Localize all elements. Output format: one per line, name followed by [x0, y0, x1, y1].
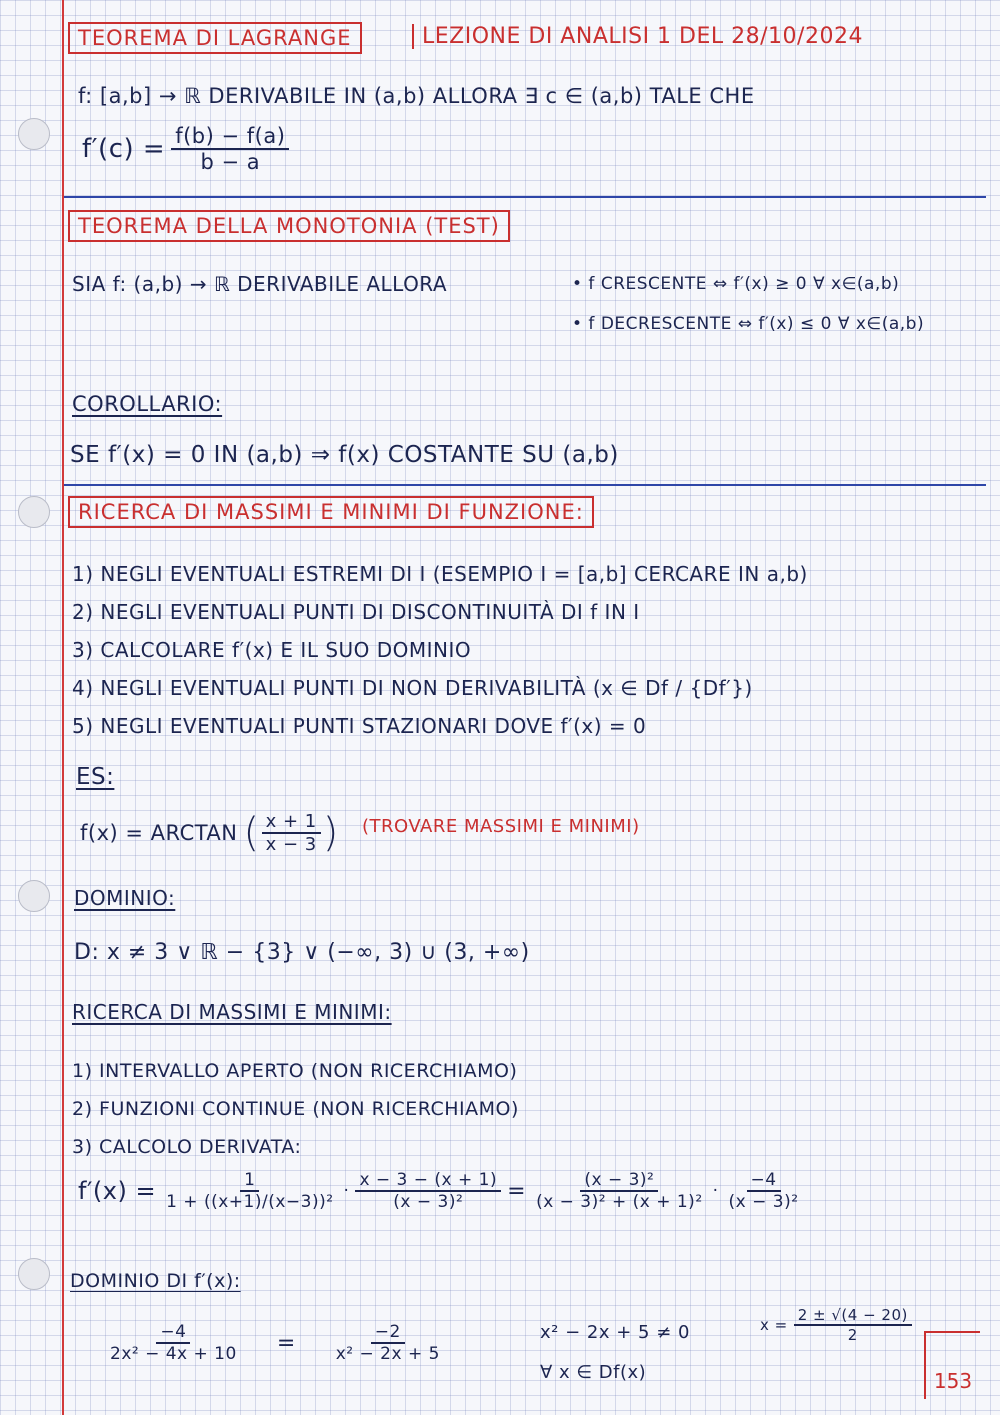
solution-lhs: x = [760, 1316, 788, 1334]
derivative-formula [78, 1170, 809, 1212]
fraction-denominator: 2x² − 4x + 10 [110, 1344, 237, 1364]
corollario-text: SE f′(x) = 0 IN (a,b) ⇒ f(x) COSTANTE SU (a,b) [70, 442, 619, 468]
dominio-fraction-2 [332, 1322, 444, 1364]
esempio-den: x − 3 [265, 834, 317, 855]
dominio-inequality: x² − 2x + 5 ≠ 0 [540, 1322, 690, 1343]
equals-sign: = [507, 1178, 527, 1204]
dominio-text: D: x ≠ 3 ∨ ℝ − {3} ∨ (−∞, 3) ∪ (3, +∞) [74, 940, 530, 965]
fraction-numerator: −2 [371, 1322, 405, 1344]
fraction-numerator: 1 [240, 1170, 259, 1192]
ricerca-es-step: 1) INTERVALLO APERTO (NON RICERCHIAMO) [72, 1060, 518, 1082]
lecture-title: LEZIONE DI ANALISI 1 DEL 28/10/2024 [412, 24, 863, 49]
monotonia-decrescente: • f DECRESCENTE ⇔ f′(x) ≤ 0 ∀ x∈(a,b) [572, 314, 925, 334]
lagrange-numerator: f(b) − f(a) [171, 124, 289, 150]
esempio-label: ES: [76, 764, 115, 790]
lagrange-denominator: b − a [200, 150, 261, 174]
derivative-fraction-1 [162, 1170, 337, 1212]
monotonia-intro: SIA f: (a,b) → ℝ DERIVABILE ALLORA [72, 272, 448, 296]
monotonia-crescente: • f CRESCENTE ⇔ f′(x) ≥ 0 ∀ x∈(a,b) [572, 274, 900, 294]
ricerca-es-title: RICERCA DI MASSIMI E MINIMI: [72, 1000, 392, 1024]
lagrange-statement: f: [a,b] → ℝ DERIVABILE IN (a,b) ALLORA ∃ c ∈ (a,b) TALE CHE [78, 84, 755, 108]
fraction-numerator: 2 ± √(4 − 20) [794, 1306, 912, 1326]
margin-line [62, 0, 64, 1415]
fraction-denominator: 2 [847, 1326, 858, 1344]
monotonia-title: TEOREMA DELLA MONOTONIA (TEST) [68, 210, 510, 242]
lagrange-fraction [171, 124, 289, 174]
ricerca-es-step: 3) CALCOLO DERIVATA: [72, 1136, 302, 1158]
divider [64, 484, 986, 486]
binder-hole [18, 118, 50, 150]
quadratic-solution [760, 1306, 918, 1344]
lagrange-title: TEOREMA DI LAGRANGE [68, 22, 362, 54]
ricerca-step: 2) NEGLI EVENTUALI PUNTI DI DISCONTINUITÀ DI f IN I [72, 600, 640, 624]
ricerca-title: RICERCA DI MASSIMI E MINIMI DI FUNZIONE: [68, 496, 594, 528]
esempio-function [80, 810, 339, 856]
fraction-denominator: 1 + ((x+1)/(x−3))² [166, 1192, 334, 1212]
esempio-lhs: f(x) = ARCTAN [80, 821, 238, 845]
esempio-fraction [262, 811, 321, 855]
ricerca-es-step: 2) FUNZIONI CONTINUE (NON RICERCHIAMO) [72, 1098, 519, 1120]
esempio-note: (TROVARE MASSIMI E MINIMI) [362, 816, 640, 837]
dominio-deriv-fractions [100, 1322, 450, 1364]
fraction-numerator: (x − 3)² [580, 1170, 658, 1192]
dominio-fraction-1 [106, 1322, 241, 1364]
derivative-fraction-4 [725, 1170, 803, 1212]
fraction-numerator: −4 [747, 1170, 781, 1192]
fraction-denominator: x² − 2x + 5 [335, 1344, 440, 1364]
dominio-title: DOMINIO: [74, 886, 176, 910]
dot-operator: · [343, 1181, 350, 1201]
derivative-fraction-3 [532, 1170, 707, 1212]
page-number: 153 [924, 1331, 980, 1399]
divider [64, 196, 986, 198]
paren-open: ( [243, 810, 260, 856]
ricerca-step: 3) CALCOLARE f′(x) E IL SUO DOMINIO [72, 638, 472, 662]
fraction-numerator: x − 3 − (x + 1) [355, 1170, 501, 1192]
binder-hole [18, 496, 50, 528]
solution-fraction [794, 1306, 912, 1344]
ricerca-step: 4) NEGLI EVENTUALI PUNTI DI NON DERIVABILITÀ (x ∈ Df / {Df′}) [72, 676, 753, 700]
corollario-title: COROLLARIO: [72, 392, 223, 416]
lagrange-lhs: f′(c) = [82, 134, 166, 164]
dominio-forall: ∀ x ∈ Df(x) [540, 1362, 647, 1383]
ricerca-step: 1) NEGLI EVENTUALI ESTREMI DI I (ESEMPIO I = [a,b] CERCARE IN a,b) [72, 562, 808, 586]
fraction-denominator: (x − 3)² [728, 1192, 799, 1212]
lagrange-formula [82, 124, 295, 174]
dominio-deriv-title: DOMINIO DI f′(x): [70, 1270, 241, 1292]
esempio-num: x + 1 [262, 811, 321, 834]
paren-close: ) [322, 810, 339, 856]
binder-hole [18, 1258, 50, 1290]
binder-hole [18, 880, 50, 912]
derivative-lhs: f′(x) = [78, 1177, 157, 1205]
equals-sign: = [276, 1330, 296, 1356]
ricerca-step: 5) NEGLI EVENTUALI PUNTI STAZIONARI DOVE f′(x) = 0 [72, 714, 647, 738]
fraction-denominator: (x − 3)² + (x + 1)² [536, 1192, 703, 1212]
derivative-fraction-2 [355, 1170, 501, 1212]
dot-operator: · [712, 1181, 719, 1201]
fraction-denominator: (x − 3)² [393, 1192, 464, 1212]
fraction-numerator: −4 [156, 1322, 190, 1344]
